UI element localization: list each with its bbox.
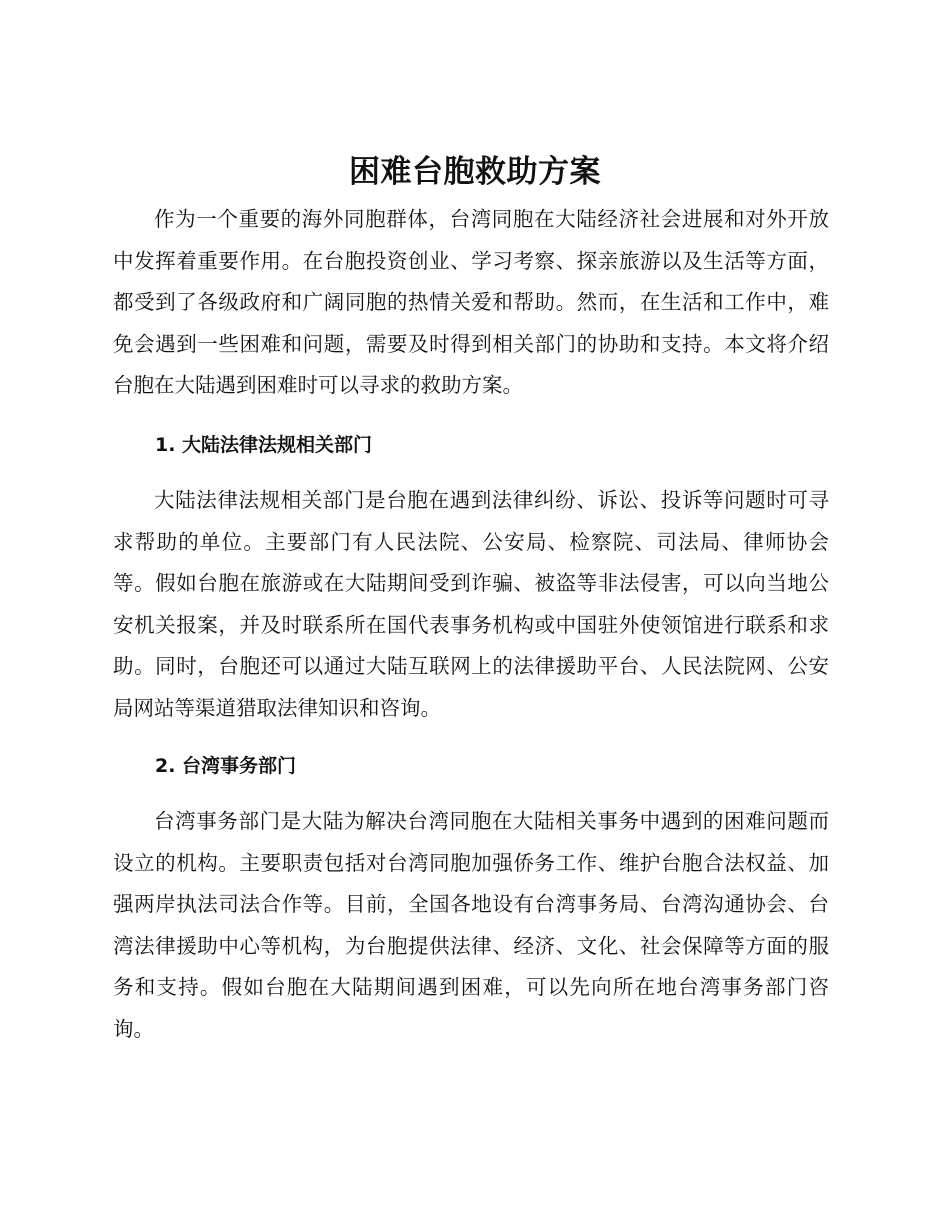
section-body-legal-departments: 大陆法律法规相关部门是台胞在遇到法律纠纷、诉讼、投诉等问题时可寻求帮助的单位。主要部门有人民法院、公安局、检察院、司法局、律师协会等。假如台胞在旅游或在大陆期间受到诈骗、被盗等非法侵害，可以向当地公安机关报案，并及时联系所在国代表事务机构或中国驻外使领馆进行联系和求助。同时，台胞还可以通过大陆互联网上的法律援助平台、人民法院网、公安局网站等渠道猎取法律知识和咨询。 (113, 488, 829, 720)
document-title: 困难台胞救助方案 (349, 154, 601, 190)
section-heading-taiwan-affairs: 2. 台湾事务部门 (155, 755, 297, 777)
intro-paragraph: 作为一个重要的海外同胞群体，台湾同胞在大陆经济社会进展和对外开放中发挥着重要作用。在台胞投资创业、学习考察、探亲旅游以及生活等方面，都受到了各级政府和广阔同胞的热情关爱和帮助。然而，在生活和工作中，难免会遇到一些困难和问题，需要及时得到相关部门的协助和支持。本文将介绍台胞在大陆遇到困难时可以寻求的救助方案。 (113, 207, 829, 397)
section-body-taiwan-affairs: 台湾事务部门是大陆为解决台湾同胞在大陆相关事务中遇到的困难问题而设立的机构。主要职责包括对台湾同胞加强侨务工作、维护台胞合法权益、加强两岸执法司法合作等。目前，全国各地设有台湾事务局、台湾沟通协会、台湾法律援助中心等机构，为台胞提供法律、经济、文化、社会保障等方面的服务和支持。假如台胞在大陆期间遇到困难，可以先向所在地台湾事务部门咨询。 (113, 809, 829, 1041)
section-heading-legal-departments: 1. 大陆法律法规相关部门 (155, 434, 373, 456)
